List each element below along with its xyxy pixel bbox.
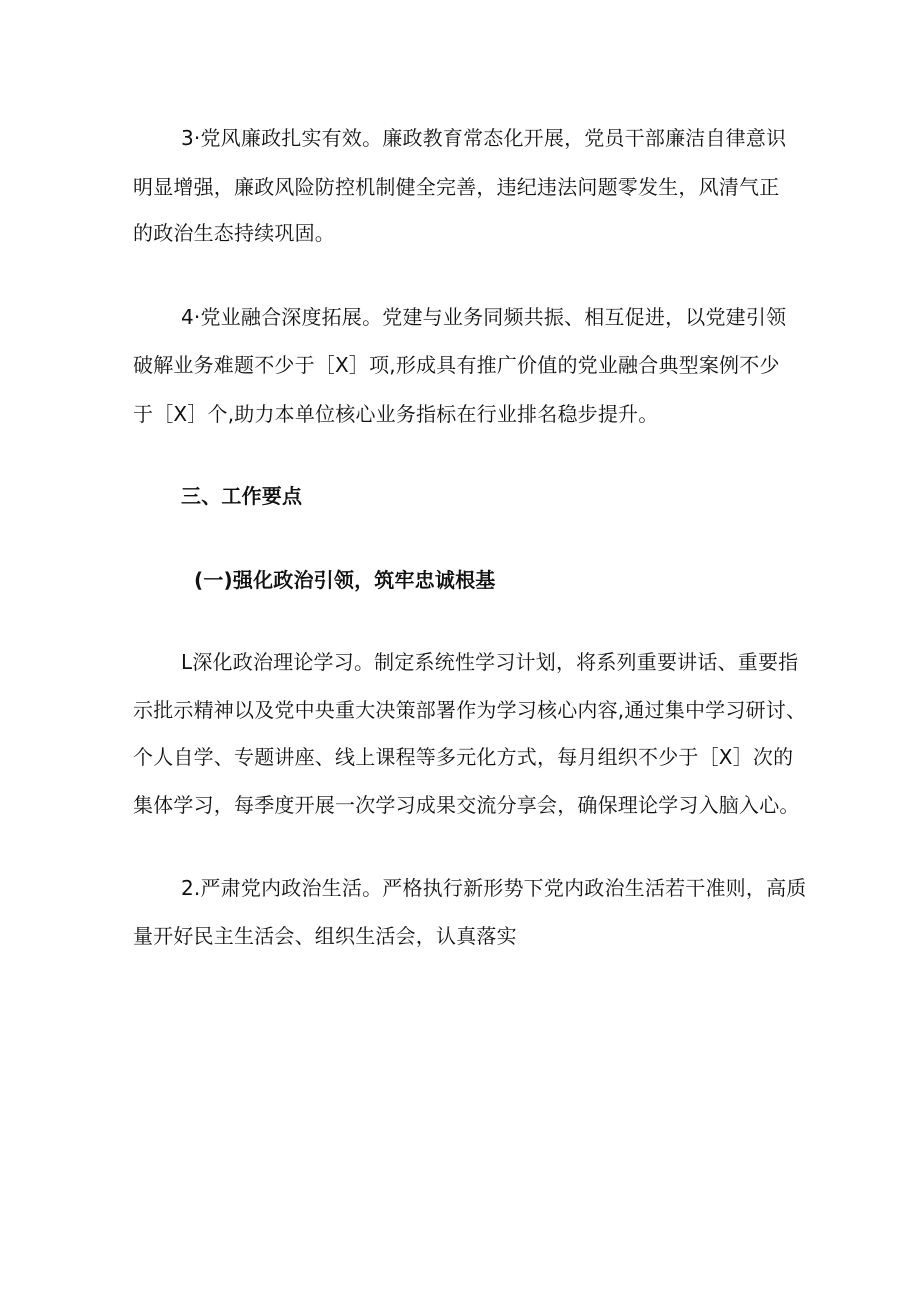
para3-line3: 的政治生态持续巩固。 — [133, 221, 335, 245]
item1-line4: 集体学习，每季度开展一次学习成果交流分享会，确保理论学习入脑入心。 — [133, 793, 800, 817]
para4-line2: 破解业务难题不少于［X］项,形成具有推广价值的党业融合典型案例不少 — [133, 353, 780, 377]
subsection-heading: (一)强化政治引领，筑牢忠诚根基 — [194, 568, 496, 592]
item2-line2: 量开好民主生活会、组织生活会，认真落实 — [133, 924, 517, 948]
item1-line1: L深化政治理论学习。制定系统性学习计划，将系列重要讲话、重要指 — [181, 650, 799, 674]
para4-line1: 4·党业融合深度拓展。党建与业务同频共振、相互促进，以党建引领 — [181, 305, 787, 329]
para3-line2: 明显增强，廉政风险防控机制健全完善，违纪违法问题零发生，风清气正 — [133, 175, 780, 199]
para4-line3: 于［X］个,助力本单位核心业务指标在行业排名稳步提升。 — [133, 402, 659, 426]
section-heading: 三、工作要点 — [181, 484, 303, 508]
para3-line1: 3·党风廉政扎实有效。廉政教育常态化开展，党员干部廉洁自律意识 — [181, 126, 787, 150]
item1-line2: 示批示精神以及党中央重大决策部署作为学习核心内容,通过集中学习研讨、 — [133, 698, 807, 722]
item1-line3: 个人自学、专题讲座、线上课程等多元化方式，每月组织不少于［X］次的 — [133, 745, 794, 769]
item2-line1: 2.严肃党内政治生活。严格执行新形势下党内政治生活若干准则，高质 — [181, 876, 807, 900]
